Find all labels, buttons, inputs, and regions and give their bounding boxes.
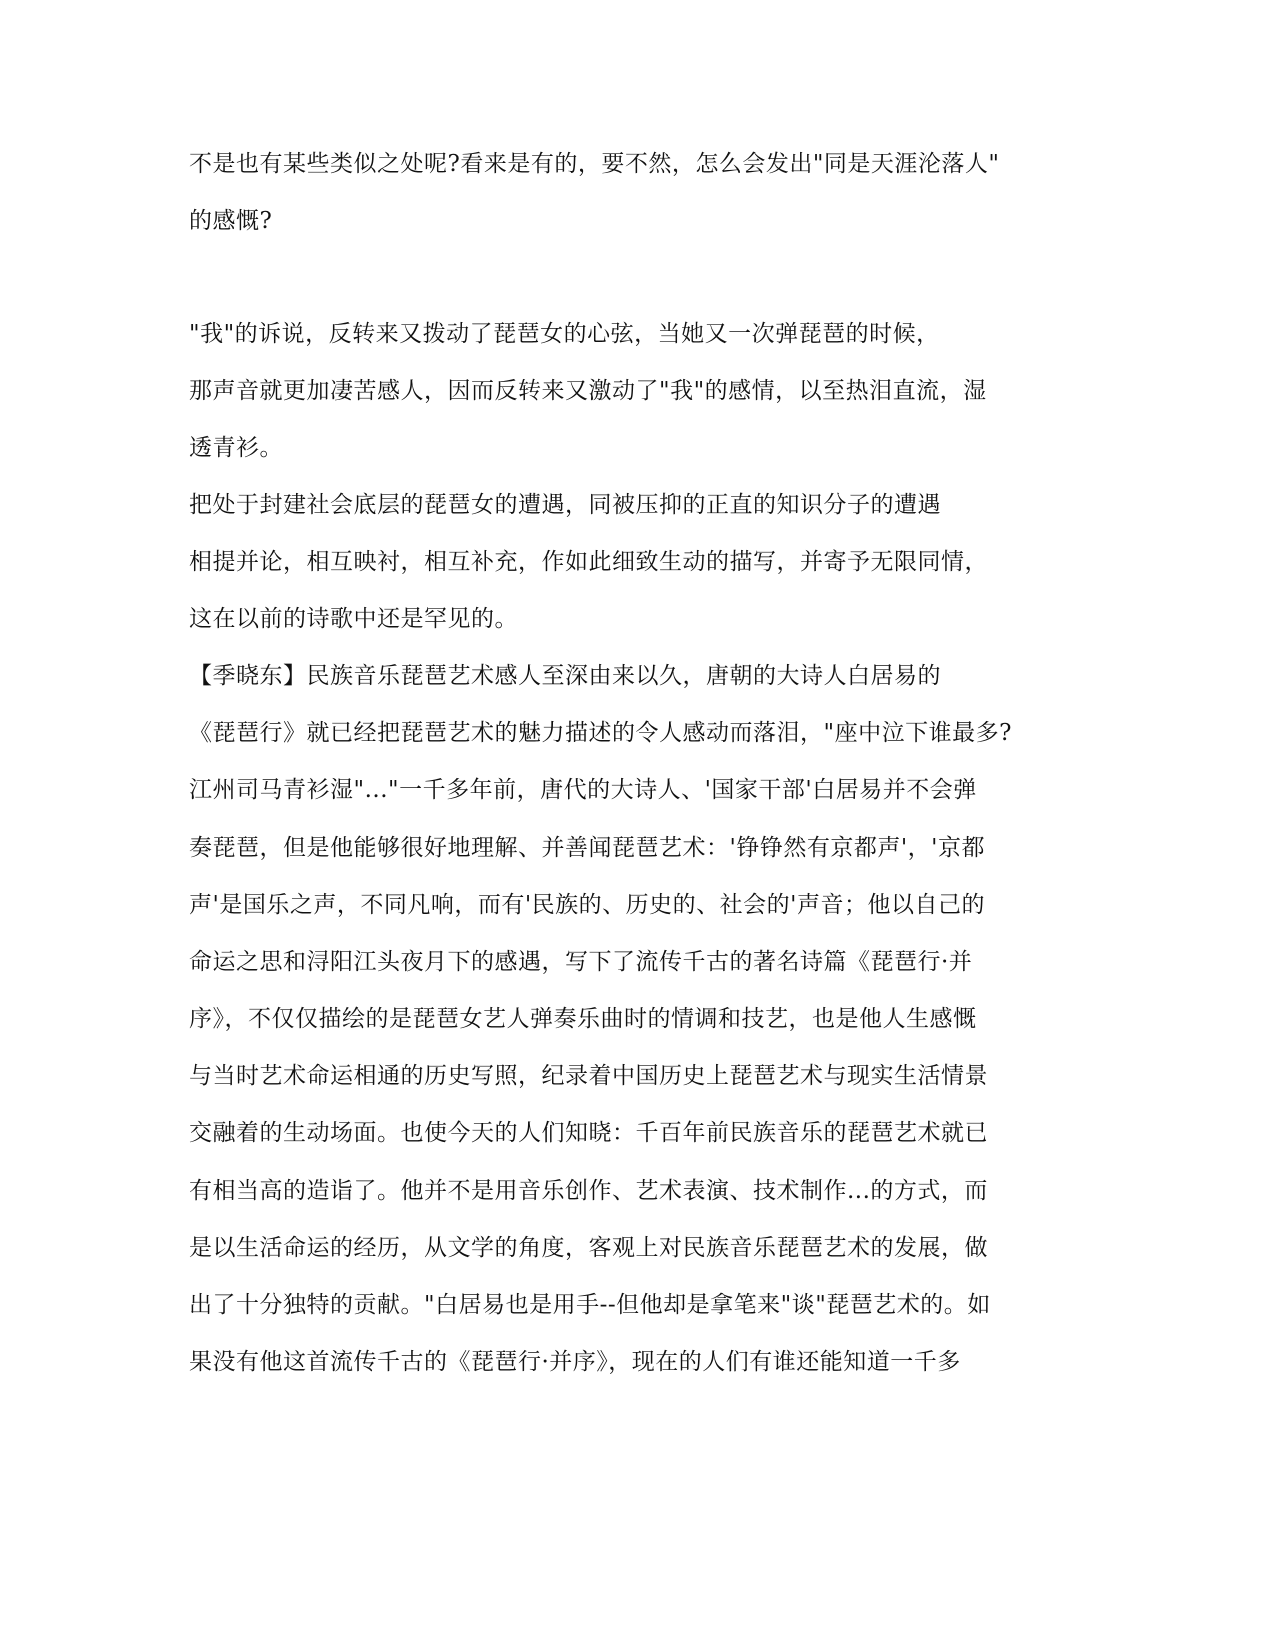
text-line: 不是也有某些类似之处呢?看来是有的，要不然，怎么会发出"同是天涯沦落人"	[189, 151, 1000, 177]
text-line: 是以生活命运的经历，从文学的角度，客观上对民族音乐琵琶艺术的发展，做	[189, 1235, 988, 1261]
text-line: 透青衫。	[189, 435, 283, 461]
text-line: 果没有他这首流传千古的《琵琶行·并序》，现在的人们有谁还能知道一千多	[189, 1349, 961, 1375]
text-line: 交融着的生动场面。也使今天的人们知晓：千百年前民族音乐的琵琶艺术就已	[189, 1120, 988, 1146]
text-line: 序》，不仅仅描绘的是琵琶女艺人弹奏乐曲时的情调和技艺，也是他人生感慨	[189, 1006, 977, 1032]
text-line: "我"的诉说，反转来又拨动了琵琶女的心弦，当她又一次弹琵琶的时候，	[189, 321, 940, 347]
text-line: 江州司马青衫湿"..."一千多年前，唐代的大诗人、'国家干部'白居易并不会弹	[189, 777, 977, 803]
text-line: 奏琵琶，但是他能够很好地理解、并善闻琵琶艺术：'铮铮然有京都声'，'京都	[189, 835, 985, 861]
text-line: 《琵琶行》就已经把琵琶艺术的魅力描述的令人感动而落泪，"座中泣下谁最多?	[189, 720, 1012, 746]
text-line: 把处于封建社会底层的琵琶女的遭遇，同被压抑的正直的知识分子的遭遇	[189, 492, 941, 518]
text-line: 声'是国乐之声，不同凡响，而有'民族的、历史的、社会的'声音；他以自己的	[189, 892, 985, 918]
text-line: 这在以前的诗歌中还是罕见的。	[189, 606, 518, 632]
text-line: 【季晓东】民族音乐琵琶艺术感人至深由来以久，唐朝的大诗人白居易的	[189, 663, 941, 689]
text-line: 与当时艺术命运相通的历史写照，纪录着中国历史上琵琶艺术与现实生活情景	[189, 1063, 988, 1089]
text-line: 的感慨?	[189, 208, 273, 234]
text-line: 那声音就更加凄苦感人，因而反转来又激动了"我"的感情，以至热泪直流，湿	[189, 378, 987, 404]
text-line: 有相当高的造诣了。他并不是用音乐创作、艺术表演、技术制作...的方式，而	[189, 1178, 988, 1204]
text-line: 出了十分独特的贡献。"白居易也是用手--但他却是拿笔来"谈"琵琶艺术的。如	[189, 1292, 991, 1318]
text-line: 命运之思和浔阳江头夜月下的感遇，写下了流传千古的著名诗篇《琵琶行·并	[189, 949, 973, 975]
text-line: 相提并论，相互映衬，相互补充，作如此细致生动的描写，并寄予无限同情，	[189, 549, 988, 575]
